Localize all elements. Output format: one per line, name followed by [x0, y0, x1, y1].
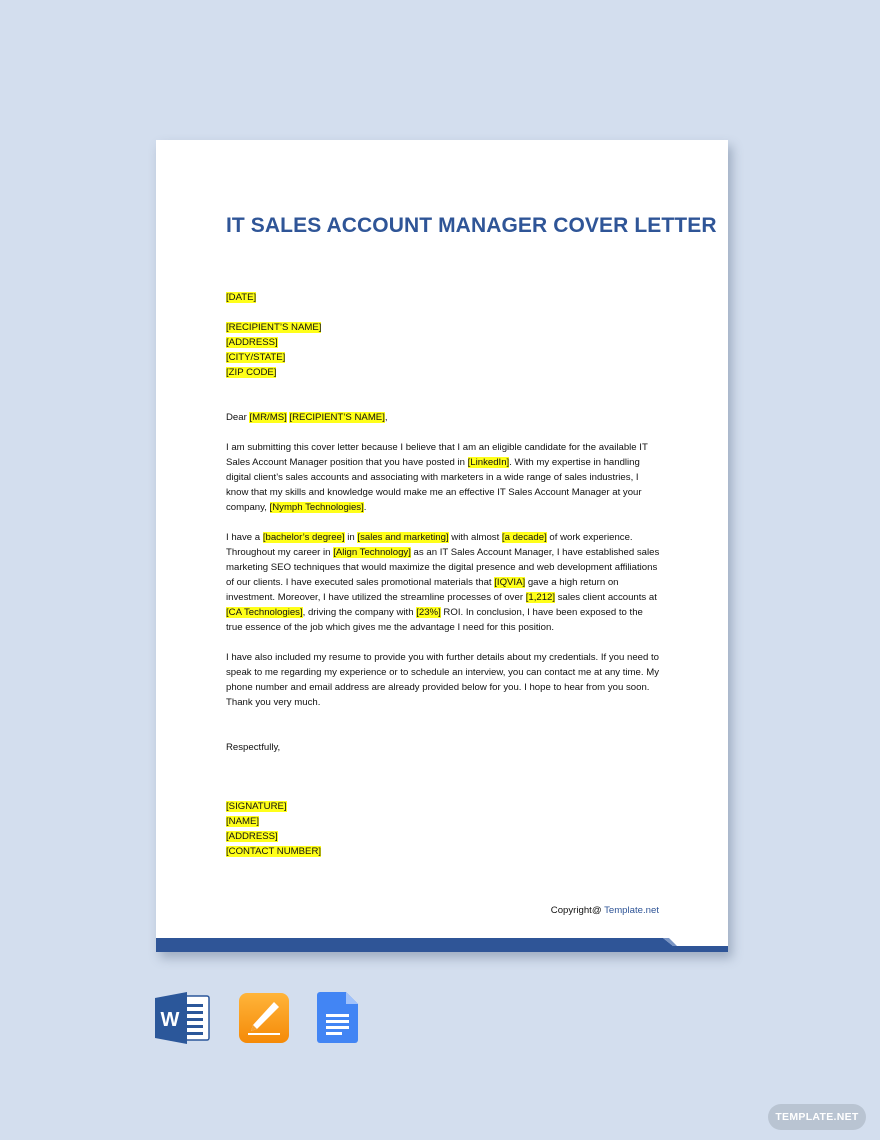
recipient-city-field[interactable]: [CITY/STATE] [226, 352, 286, 363]
watermark-badge: TEMPLATE.NET [768, 1104, 866, 1130]
salutation [226, 410, 660, 425]
salutation-prefix: Dear [226, 412, 250, 423]
sender-contact-field[interactable]: [CONTACT NUMBER] [226, 846, 322, 857]
letter-body [226, 290, 660, 859]
recipient-zip-line [226, 365, 660, 380]
recipient-address-line [226, 335, 660, 350]
sender-address-field[interactable]: [ADDRESS] [226, 831, 278, 842]
sender-name-line [226, 814, 660, 829]
sender-address-line [226, 829, 660, 844]
paragraph-3: I have also included my resume to provide you with further details about my credentials. If you need to speak to me regarding my experience or to schedule an interview, you can contact me at any time. My phone number and email address are already provided below for you. I hope to hear from you soon. Thank you very much. [226, 652, 660, 708]
p2-text-6: gave a high return on investment. Moreover, I have utilized the streamline processes of over [226, 577, 619, 603]
p2-text-1: I have a [226, 532, 263, 543]
footer-bar [156, 938, 728, 952]
word-icon[interactable] [155, 992, 211, 1044]
p2-text-8: , driving the company with [302, 607, 417, 618]
salutation-name-field[interactable]: [RECIPIENT’S NAME] [289, 412, 385, 423]
sender-contact-line [226, 844, 660, 859]
p2-field-employer[interactable]: [Align Technology] [333, 547, 411, 558]
p2-text-3: with almost [448, 532, 502, 543]
p2-text-7: sales client accounts at [555, 592, 657, 603]
p1-text-2: . With my expertise in handling digital client’s sales accounts and associating with marketers in a wide range of sales industries, I know that my skills and knowledge would make me an effective IT Sales Account Manager at your company, [226, 457, 642, 513]
page-title: IT SALES ACCOUNT MANAGER COVER LETTER [226, 214, 717, 237]
p1-field-linkedin[interactable]: [LinkedIn] [467, 457, 510, 468]
p2-text-9: ROI. In conclusion, I have been exposed to the true essence of the job which gives me the advantage I need for this position. [226, 607, 643, 633]
google-docs-icon[interactable] [317, 992, 359, 1044]
signature-field[interactable]: [SIGNATURE] [226, 801, 287, 812]
p2-field-accounts[interactable]: [1,212] [525, 592, 556, 603]
salutation-title-field[interactable]: [MR/MS] [249, 412, 287, 423]
p1-field-company[interactable]: [Nymph Technologies] [269, 502, 364, 513]
word-icon-letter: W [160, 1009, 180, 1031]
copyright-label: Copyright@ [550, 905, 605, 916]
p2-text-5: as an IT Sales Account Manager, I have established sales marketing SEO techniques that would maximize the digital presence and web development affiliations of our clients. I have executed sales promotional materials that [226, 547, 660, 588]
paragraph-2 [226, 530, 660, 635]
p2-field-duration[interactable]: [a decade] [501, 532, 547, 543]
p2-field-client[interactable]: [IQVIA] [494, 577, 526, 588]
date-line [226, 290, 660, 305]
p1-text-3: . [363, 502, 367, 513]
recipient-name-field[interactable]: [RECIPIENT’S NAME] [226, 322, 322, 333]
pages-icon[interactable] [238, 992, 290, 1044]
sender-name-field[interactable]: [NAME] [226, 816, 260, 827]
date-field[interactable]: [DATE] [226, 292, 257, 303]
copyright [551, 905, 659, 916]
recipient-zip-field[interactable]: [ZIP CODE] [226, 367, 277, 378]
p2-text-2: in [344, 532, 358, 543]
sender-signature-line [226, 799, 660, 814]
closing: Respectfully, [226, 742, 281, 753]
p2-field-company[interactable]: [CA Technologies] [226, 607, 303, 618]
p1-text-1: I am submitting this cover letter because I believe that I am an eligible candidate for the available IT Sales Account Manager position that you have posted in [226, 442, 648, 468]
recipient-address-field[interactable]: [ADDRESS] [226, 337, 278, 348]
p2-field-degree[interactable]: [bachelor’s degree] [262, 532, 345, 543]
p2-text-4: of work experience. Throughout my career in [226, 532, 633, 558]
p2-field-field[interactable]: [sales and marketing] [357, 532, 449, 543]
document-page [156, 140, 728, 952]
paragraph-1 [226, 440, 660, 515]
recipient-name-line [226, 320, 660, 335]
copyright-brand-link[interactable]: Template.net [604, 905, 659, 916]
p2-field-roi[interactable]: [23%] [416, 607, 441, 618]
salutation-suffix: , [384, 412, 388, 423]
recipient-city-line [226, 350, 660, 365]
